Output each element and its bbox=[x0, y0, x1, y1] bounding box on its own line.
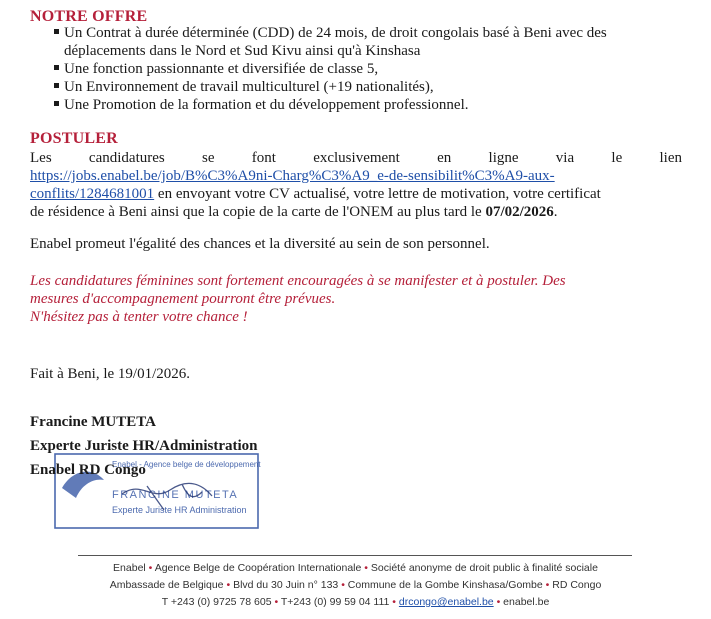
list-item: Une Promotion de la formation et du développement professionnel. bbox=[30, 96, 690, 114]
bullet-icon bbox=[54, 83, 59, 88]
footer-line-1: Enabel • Agence Belge de Coopération Internationale • Société anonyme de droit public à finalité sociale bbox=[113, 562, 598, 574]
footer-line-2: Ambassade de Belgique • Blvd du 30 Juin n° 133 • Commune de la Gombe Kinshasa/Gombe • RD Congo bbox=[109, 579, 602, 591]
bullet-icon bbox=[54, 101, 59, 106]
separator-dot-icon: • bbox=[545, 579, 550, 591]
application-link-continued[interactable]: conflits/1284681001 bbox=[30, 186, 155, 202]
separator-dot-icon: • bbox=[496, 596, 501, 608]
separator-dot-icon: • bbox=[341, 579, 345, 591]
signatory-org: Enabel RD Congo bbox=[30, 462, 146, 478]
list-item: Un Environnement de travail multiculturel (+19 nationalités), bbox=[30, 78, 690, 96]
footer-website: enabel.be bbox=[503, 596, 550, 608]
svg-text:Experte Juriste HR Administrat: Experte Juriste HR Administration bbox=[112, 505, 247, 515]
svg-text:Enabel - Agence belge de dével: Enabel - Agence belge de développement bbox=[112, 460, 261, 469]
footer-line-3: T +243 (0) 9725 78 605 • T+243 (0) 99 59 04 111 • drcongo@enabel.be • enabel.be bbox=[161, 596, 550, 608]
deadline-date: 07/02/2026 bbox=[485, 204, 554, 220]
footer-divider bbox=[78, 555, 632, 556]
list-item: Une fonction passionnante et diversifiée de classe 5, bbox=[30, 60, 690, 78]
separator-dot-icon: • bbox=[364, 562, 368, 574]
bullet-icon bbox=[54, 29, 59, 34]
separator-dot-icon: • bbox=[148, 562, 153, 574]
signatory-name: Francine MUTETA bbox=[30, 414, 156, 430]
svg-text:FRANCINE MUTETA: FRANCINE MUTETA bbox=[112, 489, 239, 501]
offer-heading: NOTRE OFFRE bbox=[30, 8, 148, 25]
application-link[interactable]: https://jobs.enabel.be/job/B%C3%A9ni-Charg%C3%A9_e-de-sensibilit%C3%A9-aux- bbox=[30, 168, 555, 184]
bullet-icon bbox=[54, 65, 59, 70]
equality-statement: Enabel promeut l'égalité des chances et la diversité au sein de son personnel. bbox=[30, 236, 490, 252]
signatory-title: Experte Juriste HR/Administration bbox=[30, 438, 258, 454]
encouragement-paragraph: Les candidatures féminines sont fortement encouragées à se manifester et à postuler. Des mesures d'accompagnement pourront être prévues. N'hésitez pas à tenter votre chance ! bbox=[30, 273, 566, 325]
apply-heading: POSTULER bbox=[30, 130, 118, 147]
apply-paragraph: Les candidatures se font exclusivement en ligne via le lien https://jobs.enabel.be/job/B%C3%A9ni-Charg%C3%A9_e-de-sensibilit%C3%A9-aux- conflits/1284681001 en envoyant votre CV actualisé, votre lettre de motivation, votre certificat de résidence à Beni ainsi que la copie de la carte de l'ONEM au plus tard le 07/02/2026. bbox=[30, 150, 682, 220]
offer-list bbox=[30, 24, 690, 114]
separator-dot-icon: • bbox=[392, 596, 396, 608]
place-date: Fait à Beni, le 19/01/2026. bbox=[30, 366, 190, 382]
footer-email-link[interactable]: drcongo@enabel.be bbox=[398, 596, 494, 608]
list-item: Un Contrat à durée déterminée (CDD) de 24 mois, de droit congolais basé à Beni avec des déplacements dans le Nord et Sud Kivu ainsi qu'à Kinshasa bbox=[30, 24, 690, 60]
separator-dot-icon: • bbox=[226, 579, 231, 591]
separator-dot-icon: • bbox=[274, 596, 279, 608]
